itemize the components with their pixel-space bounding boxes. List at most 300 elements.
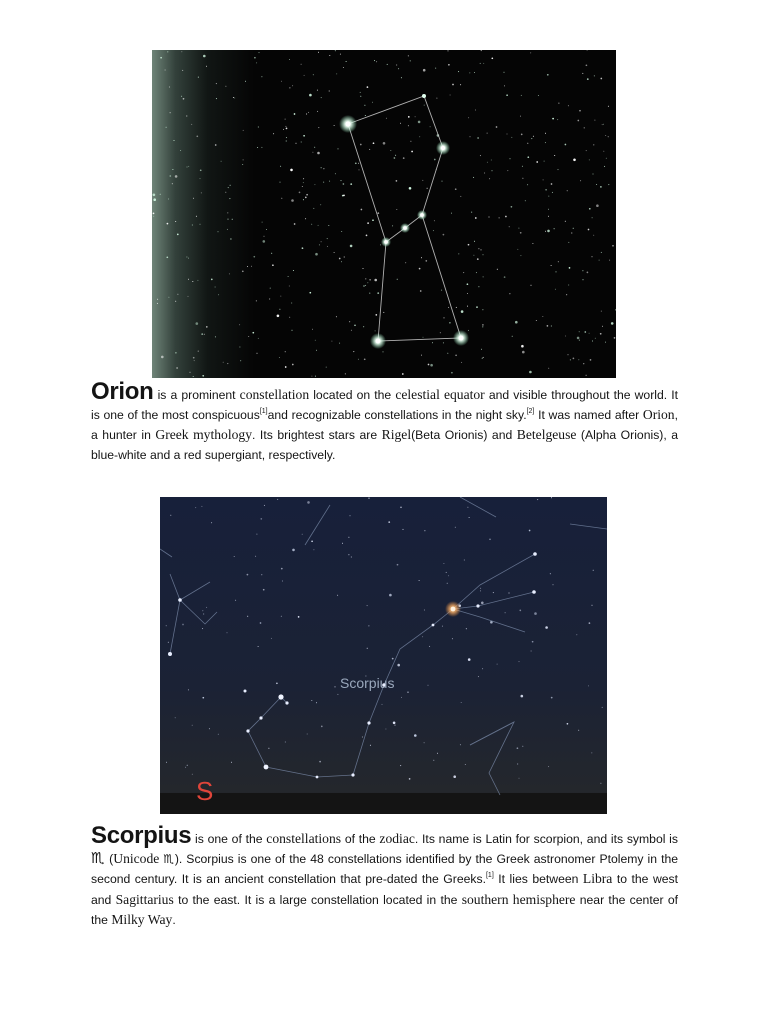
background-star <box>389 594 392 597</box>
background-star <box>240 360 241 361</box>
background-star <box>177 234 179 236</box>
background-star <box>418 121 421 124</box>
background-star <box>311 700 312 701</box>
background-star <box>187 765 188 766</box>
background-star <box>467 507 468 508</box>
background-star <box>314 184 315 185</box>
background-star <box>368 625 369 626</box>
background-star <box>506 94 508 96</box>
link-southern-hemisphere[interactable]: southern hemisphere <box>461 891 576 907</box>
background-star <box>552 192 553 193</box>
background-star <box>301 64 302 65</box>
background-star <box>444 317 445 318</box>
background-star <box>555 289 556 290</box>
background-star <box>323 168 324 169</box>
background-star <box>545 133 546 134</box>
background-star <box>286 141 287 142</box>
citation-2[interactable]: [2] <box>526 408 535 416</box>
background-star <box>269 299 270 300</box>
background-star <box>551 183 553 185</box>
background-star <box>335 686 336 687</box>
background-star <box>185 767 186 768</box>
link-supergiant[interactable]: supergiant <box>204 447 262 462</box>
background-star <box>602 124 603 125</box>
background-star <box>592 605 593 606</box>
background-star <box>545 142 546 143</box>
citation-1[interactable]: [1] <box>485 872 494 880</box>
background-star <box>455 527 456 528</box>
background-star <box>227 363 228 364</box>
background-star <box>455 354 457 356</box>
background-star <box>360 92 361 93</box>
background-star <box>396 65 397 66</box>
background-star <box>608 136 609 137</box>
background-star <box>423 337 424 338</box>
background-star <box>248 336 249 337</box>
background-star <box>596 184 597 185</box>
background-star <box>547 74 549 76</box>
background-star <box>548 216 549 217</box>
background-star <box>165 70 166 71</box>
background-star <box>206 66 207 67</box>
background-star <box>592 341 593 342</box>
background-star <box>388 521 390 523</box>
background-star <box>188 689 189 690</box>
background-star <box>262 222 263 223</box>
background-star <box>362 737 363 738</box>
background-star <box>482 309 483 310</box>
background-star <box>483 357 484 358</box>
background-star <box>476 306 478 308</box>
background-star <box>168 297 169 298</box>
background-star <box>336 316 337 317</box>
link-orion-mythology[interactable]: Orion <box>642 407 675 423</box>
background-star <box>529 530 531 532</box>
background-star <box>321 726 323 728</box>
background-star <box>521 134 523 136</box>
background-star <box>612 245 614 247</box>
background-star <box>460 196 461 197</box>
background-star <box>342 543 343 544</box>
background-star <box>422 636 423 637</box>
background-star <box>419 268 421 270</box>
background-star <box>346 61 347 62</box>
background-star <box>419 136 420 137</box>
background-star <box>292 549 295 552</box>
background-star <box>542 316 543 317</box>
background-star <box>480 588 481 589</box>
link-sagittarius[interactable]: Sagittarius <box>115 891 174 907</box>
background-star <box>365 278 366 279</box>
background-star <box>318 225 319 226</box>
background-star <box>282 581 283 582</box>
scorpius-sky-label: Scorpius <box>340 675 395 691</box>
background-star <box>483 254 484 255</box>
background-star <box>307 501 310 504</box>
background-star <box>372 102 373 103</box>
background-star <box>373 142 375 144</box>
background-star <box>337 595 338 596</box>
background-star <box>478 676 479 677</box>
background-star <box>256 62 257 63</box>
background-star <box>467 283 469 285</box>
background-star <box>369 149 370 150</box>
link-constellations[interactable]: constellations <box>266 831 342 846</box>
scorpius-heading: Scorpius <box>91 822 192 849</box>
background-star <box>517 764 518 765</box>
background-star <box>317 152 320 155</box>
background-star <box>291 199 294 202</box>
background-star <box>321 167 322 168</box>
background-star <box>312 152 313 153</box>
background-star <box>360 96 361 97</box>
background-star <box>383 142 386 145</box>
background-star <box>410 141 411 142</box>
background-star <box>225 86 226 87</box>
background-star <box>573 159 576 162</box>
background-star <box>509 293 510 294</box>
background-star <box>584 127 585 128</box>
background-star <box>306 194 308 196</box>
background-star <box>491 57 493 59</box>
background-star <box>307 734 308 735</box>
background-star <box>393 722 396 725</box>
background-star <box>568 242 569 243</box>
background-star <box>465 764 466 765</box>
background-star <box>482 358 483 359</box>
background-star <box>467 293 468 294</box>
background-star <box>603 151 604 152</box>
background-star <box>327 238 328 239</box>
background-star <box>605 342 606 343</box>
background-star <box>175 301 176 302</box>
background-star <box>583 363 584 364</box>
background-star <box>228 187 229 188</box>
background-star <box>271 638 272 639</box>
background-star <box>345 373 346 374</box>
background-star <box>191 124 192 125</box>
background-star <box>423 69 426 72</box>
background-star <box>518 228 519 229</box>
background-star <box>545 231 546 232</box>
background-star <box>242 164 243 165</box>
background-star <box>522 166 523 167</box>
background-star <box>363 268 364 269</box>
background-star <box>188 258 189 259</box>
background-star <box>167 223 169 225</box>
citation-1[interactable]: [1] <box>259 408 268 416</box>
background-star <box>481 249 482 250</box>
background-star <box>288 276 289 277</box>
background-star <box>489 178 490 179</box>
background-star <box>414 734 417 737</box>
background-star <box>157 299 158 300</box>
background-star <box>593 570 594 571</box>
background-star <box>537 499 538 500</box>
background-star <box>401 77 402 78</box>
background-star <box>483 276 484 277</box>
background-star <box>172 183 173 184</box>
background-star <box>317 111 318 112</box>
background-star <box>509 593 510 594</box>
background-star <box>497 664 498 665</box>
background-star <box>589 159 590 160</box>
background-star <box>311 376 312 377</box>
background-star <box>329 91 330 92</box>
background-star <box>242 270 244 272</box>
background-star <box>243 159 244 160</box>
link-zodiac[interactable]: zodiac <box>379 831 415 846</box>
background-star <box>554 228 555 229</box>
background-star <box>218 231 219 232</box>
background-star <box>194 360 195 361</box>
background-star <box>589 333 590 334</box>
background-star <box>279 357 280 358</box>
background-star <box>489 538 491 540</box>
background-star <box>522 351 525 354</box>
background-star <box>316 350 317 351</box>
background-star <box>594 75 595 76</box>
background-star <box>403 157 405 159</box>
background-star <box>264 236 265 237</box>
link-unicode[interactable]: Unicode <box>113 851 160 867</box>
background-star <box>450 95 451 96</box>
background-star <box>294 113 296 115</box>
background-star <box>520 232 522 234</box>
background-star <box>415 116 416 117</box>
background-star <box>468 330 469 331</box>
background-star <box>298 616 300 618</box>
background-star <box>584 331 586 333</box>
background-star <box>599 260 600 261</box>
background-star <box>369 293 370 294</box>
background-star <box>196 322 199 325</box>
background-star <box>521 345 524 348</box>
link-celestial-equator[interactable]: celestial equator <box>395 387 485 402</box>
background-star <box>509 226 510 227</box>
background-star <box>229 273 230 274</box>
background-star <box>436 98 437 99</box>
background-star <box>527 184 528 185</box>
background-star <box>548 766 549 767</box>
background-star <box>377 212 379 214</box>
background-star <box>263 240 266 243</box>
background-star <box>593 174 594 175</box>
background-star <box>434 220 435 221</box>
background-star <box>264 505 265 506</box>
background-star <box>153 213 155 215</box>
background-star <box>397 664 400 667</box>
background-star <box>482 668 483 669</box>
link-libra[interactable]: Libra <box>582 871 613 887</box>
background-star <box>481 602 484 605</box>
background-star <box>567 190 568 191</box>
background-star <box>376 61 377 62</box>
background-star <box>460 84 461 85</box>
background-star <box>428 364 430 366</box>
background-star <box>334 125 335 126</box>
background-star <box>247 574 249 576</box>
background-star <box>175 717 176 718</box>
background-star <box>343 67 344 68</box>
background-star <box>258 127 259 128</box>
background-star <box>315 340 316 341</box>
background-star <box>558 169 559 170</box>
background-star <box>314 147 315 148</box>
background-star <box>341 231 342 232</box>
background-star <box>198 77 199 78</box>
background-star <box>320 204 321 205</box>
background-star <box>326 367 327 368</box>
background-star <box>511 206 513 208</box>
background-star <box>355 162 357 164</box>
background-star <box>527 143 528 144</box>
background-star <box>565 221 566 222</box>
background-star <box>281 616 282 617</box>
background-star <box>427 188 428 189</box>
background-star <box>329 55 330 56</box>
background-star <box>468 244 470 246</box>
background-star <box>234 556 235 557</box>
background-star <box>545 189 547 191</box>
background-star <box>233 97 234 98</box>
background-star <box>482 324 484 326</box>
link-rigel[interactable]: Rigel <box>381 427 412 443</box>
background-star <box>448 50 449 51</box>
background-star <box>350 515 351 516</box>
background-star <box>548 209 549 210</box>
background-star <box>305 197 307 199</box>
background-star <box>470 136 471 137</box>
background-star <box>576 634 577 635</box>
background-star <box>329 181 330 182</box>
background-star <box>577 337 580 340</box>
background-star <box>481 50 482 51</box>
background-star <box>243 130 244 131</box>
background-star <box>286 137 287 138</box>
link-milky-way[interactable]: Milky Way <box>111 911 173 927</box>
background-star <box>215 336 216 337</box>
background-star <box>480 155 481 156</box>
background-star <box>175 175 178 178</box>
background-star <box>303 178 304 179</box>
background-star <box>166 127 167 128</box>
background-star <box>216 98 217 99</box>
orion-constellation-image <box>152 50 616 378</box>
background-star <box>201 506 202 507</box>
background-star <box>568 285 569 286</box>
background-star <box>286 128 288 130</box>
background-star <box>364 358 366 360</box>
background-star <box>550 573 551 574</box>
background-star <box>251 266 252 267</box>
background-star <box>341 261 342 262</box>
background-star <box>483 63 484 64</box>
link-greek-mythology[interactable]: Greek mythology <box>155 427 253 443</box>
background-star <box>461 310 464 313</box>
background-star <box>175 352 177 354</box>
background-star <box>461 362 462 363</box>
background-star <box>215 144 217 146</box>
background-star <box>334 252 335 253</box>
background-star <box>565 144 567 146</box>
background-star <box>375 330 376 331</box>
background-star <box>466 628 467 629</box>
background-star <box>402 373 404 375</box>
background-star <box>312 329 313 330</box>
background-star <box>571 233 572 234</box>
background-star <box>350 245 353 248</box>
background-star <box>225 192 226 193</box>
background-star <box>408 125 409 126</box>
background-star <box>558 103 559 104</box>
background-star <box>260 518 262 520</box>
background-star <box>558 261 559 262</box>
background-star <box>188 166 189 167</box>
background-star <box>200 178 201 179</box>
background-star <box>202 628 203 629</box>
background-star <box>440 332 441 333</box>
background-star <box>557 119 558 120</box>
background-star <box>258 338 259 339</box>
background-star <box>424 610 425 611</box>
background-star <box>592 256 593 257</box>
background-star <box>153 194 156 197</box>
background-star <box>511 137 512 138</box>
background-star <box>544 161 545 162</box>
background-star <box>335 173 336 174</box>
background-star <box>392 658 394 660</box>
background-star <box>202 375 204 377</box>
background-star <box>386 118 387 119</box>
background-star <box>520 255 521 256</box>
south-direction-marker: S <box>196 776 214 806</box>
background-star <box>482 326 483 327</box>
background-star <box>263 589 265 591</box>
background-star <box>570 359 571 360</box>
background-star <box>192 725 193 726</box>
background-star <box>273 133 274 134</box>
background-star <box>304 75 305 76</box>
background-star <box>464 560 465 561</box>
background-star <box>554 155 555 156</box>
background-star <box>201 192 202 193</box>
background-star <box>169 87 170 88</box>
background-star <box>331 341 332 342</box>
background-star <box>532 641 534 643</box>
background-star <box>292 364 294 366</box>
background-star <box>489 217 490 218</box>
background-star <box>586 150 587 151</box>
background-star <box>579 331 580 332</box>
background-star <box>469 517 470 518</box>
background-star <box>289 59 290 60</box>
link-betelgeuse[interactable]: Betelgeuse <box>516 427 577 443</box>
background-star <box>285 366 287 368</box>
background-star <box>316 702 317 703</box>
background-star <box>229 198 230 199</box>
background-star <box>504 276 506 278</box>
background-star <box>593 235 594 236</box>
background-star <box>602 707 603 708</box>
link-constellation[interactable]: constellation <box>239 387 310 402</box>
background-star <box>455 188 457 190</box>
background-star <box>452 638 453 639</box>
background-star <box>408 55 409 56</box>
background-star <box>377 292 379 294</box>
background-star <box>182 624 184 626</box>
background-star <box>169 175 171 177</box>
